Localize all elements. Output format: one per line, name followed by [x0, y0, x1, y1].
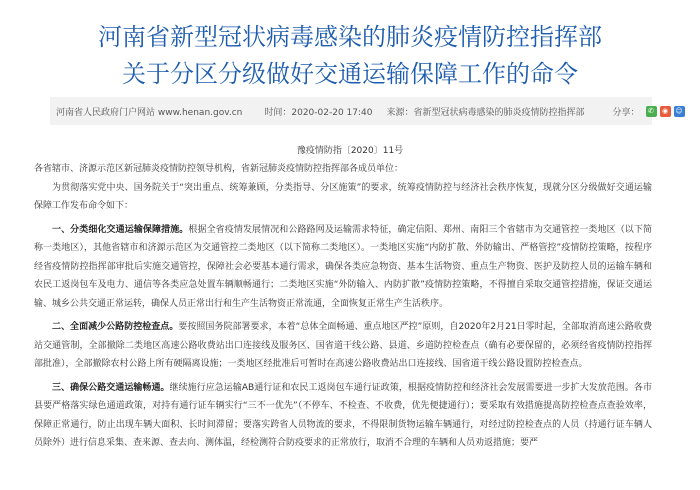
section-text-1: 根据全省疫情发展情况和公路路网及运输需求特征，确定信阳、郑州、南阳三个省辖市为交通管控一类地区（以下简称一类地区），其他省辖市和济源示范区为交通管控二类地区（以下简称二类地区）。一类地区实施“内防扩散、外防输出、严格管控”疫情防控策略，按程序经省疫情防控指挥部审批后实施交通管控，保障社会必要基本通行需求，确保各类应急物资、基本生活物资、重点生产物资、医护及防控人员的运输车辆和农民工返岗包车及电力、通信等各类应急处置车辆顺畅通行；二类地区实施“外防输入、内防扩散”疫情防控策略，不得擅自采取交通管控措施，保证交通运输、城乡公共交通正常运转，确保人员正常出行和生产生活物资正常流通，全面恢复正常生产生活秩序。 [34, 224, 652, 309]
meta-date: 时间：2020-02-20 17:40 [264, 107, 373, 118]
document-number: 豫疫情防指〔2020〕11号 [296, 146, 404, 156]
section-text-3: 继续施行应急运输AB通行证和农民工返岗包车通行证政策，根据疫情防控和经济社会发展需要进一步扩大发放范围。各市县要严格落实绿色通道政策，对持有通行证车辆实行“三不一优先”（不停车、不检查、不收费，优先便捷通行）；要采取有效措施提高防控检查点查验效率，保障正常通行，防止出现车辆大面积、长时间滞留；要落实跨省人员物流的要求，不得限制货物运输车辆通行，对经过防控检查点的人员（持通行证车辆人员除外）进行信息采集、查来源、查去向、测体温，经检测符合防疫要求的正常放行，取消不合理的车辆和人员劝返措施；要严 [34, 382, 652, 448]
section-heading-2: 二、全面减少公路防控检查点。 [52, 322, 179, 332]
intro-paragraph: 为贯彻落实党中央、国务院关于“突出重点、统筹兼顾，分类指导、分区施策”的要求，统筹疫情防控与经济社会秩序恢复，现就分区分级做好交通运输保障工作发布命令如下： [34, 182, 652, 211]
wechat-icon[interactable]: ✆ [646, 106, 657, 117]
section-paragraph-3 [34, 379, 652, 453]
section-text-2: 要按照国务院部署要求，本着“总体全面畅通、重点地区严控”原则，自2020年2月21日零时起，全部取消高速公路收费站交通管制，全部撤除二类地区高速公路收费站出口连接线及服务区、国省道干线公路、县道、乡道防控检查点（确有必要保留的，必须经省疫情防控指挥部批准），全部撤除农村公路上所有硬隔离设施；一类地区经批准后可暂时在高速公路收费站出口连接线、国省道干线公路设置防控检查点。 [34, 322, 652, 369]
section-paragraph-1 [34, 221, 652, 314]
meta-source: 来源：省新型冠状病毒感染的肺炎疫情防控指挥部 [386, 107, 585, 118]
article-body [34, 160, 652, 453]
qq-icon[interactable]: ☺ [675, 106, 683, 115]
meta-site[interactable]: 河南省人民政府门户网站 www.henan.gov.cn [56, 107, 243, 118]
section-heading-1: 一、分类细化交通运输保障措施。 [52, 224, 189, 235]
share-icons [646, 106, 685, 117]
article-title-line-2: 关于分区分级做好交通运输保障工作的命令 [122, 60, 578, 88]
share-label: 分享： [612, 107, 640, 118]
article-title-line-1: 河南省新型冠状病毒感染的肺炎疫情防控指挥部 [98, 23, 602, 51]
section-paragraph-2 [34, 318, 652, 374]
addressee: 各省辖市、济源示范区新冠肺炎疫情防控领导机构，省新冠肺炎疫情防控指挥部各成员单位： [34, 164, 404, 174]
weibo-icon[interactable]: ◉ [660, 106, 671, 117]
article-meta-bar [50, 97, 683, 125]
section-heading-3: 三、确保公路交通运输畅通。 [52, 382, 170, 393]
article-title [0, 0, 700, 90]
